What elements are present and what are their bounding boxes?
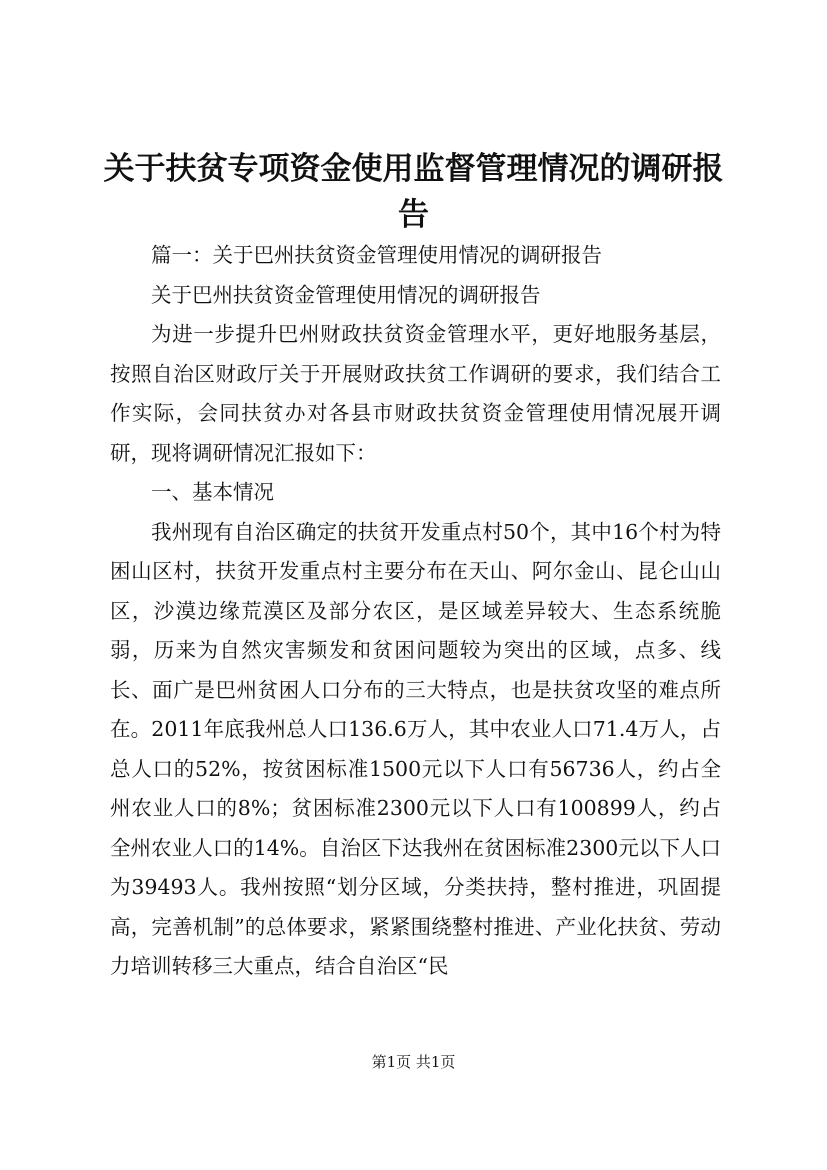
page-footer: 第1页 共1页 <box>371 1053 456 1071</box>
section-heading-chapter: 篇一：关于巴州扶贫资金管理使用情况的调研报告 <box>151 243 602 267</box>
report-subtitle: 关于巴州扶贫资金管理使用情况的调研报告 <box>151 282 541 307</box>
document-body <box>110 236 721 987</box>
section-heading-basic: 一、基本情况 <box>151 480 274 504</box>
document-title: 关于扶贫专项资金使用监督管理情况的调研报告 <box>103 151 724 233</box>
basic-situation-paragraph: 我州现有自治区确定的扶贫开发重点村50个，其中16个村为特困山区村，扶贫开发重点村主要分布在天山、阿尔金山、昆仑山山区，沙漠边缘荒漠区及部分农区，是区域差异较大、生态系统脆弱，历来为自然灾害频发和贫困问题较为突出的区域，点多、线长、面广是巴州贫困人口分布的三大特点，也是扶贫攻坚的难点所在。2011年底我州总人口136.6万人，其中农业人口71.4万人，占总人口的52%，按贫困标准1500元以下人口有56736人，约占全州农业人口的8%；贫困标准2300元以下人口有100899人，约占全州农业人口的14%。自治区下达我州在贫困标准2300元以下人口为39493人。我州按照“划分区域，分类扶持，整村推进，巩固提高，完善机制”的总体要求，紧紧围绕整村推进、产业化扶贫、劳动力培训转移三大重点，结合自治区“民 <box>110 519 721 978</box>
intro-paragraph: 为进一步提升巴州财政扶贫资金管理水平，更好地服务基层，按照自治区财政厅关于开展财政扶贫工作调研的要求，我们结合工作实际，会同扶贫办对各县市财政扶贫资金管理使用情况展开调研，现将调研情况汇报如下： <box>110 322 721 465</box>
